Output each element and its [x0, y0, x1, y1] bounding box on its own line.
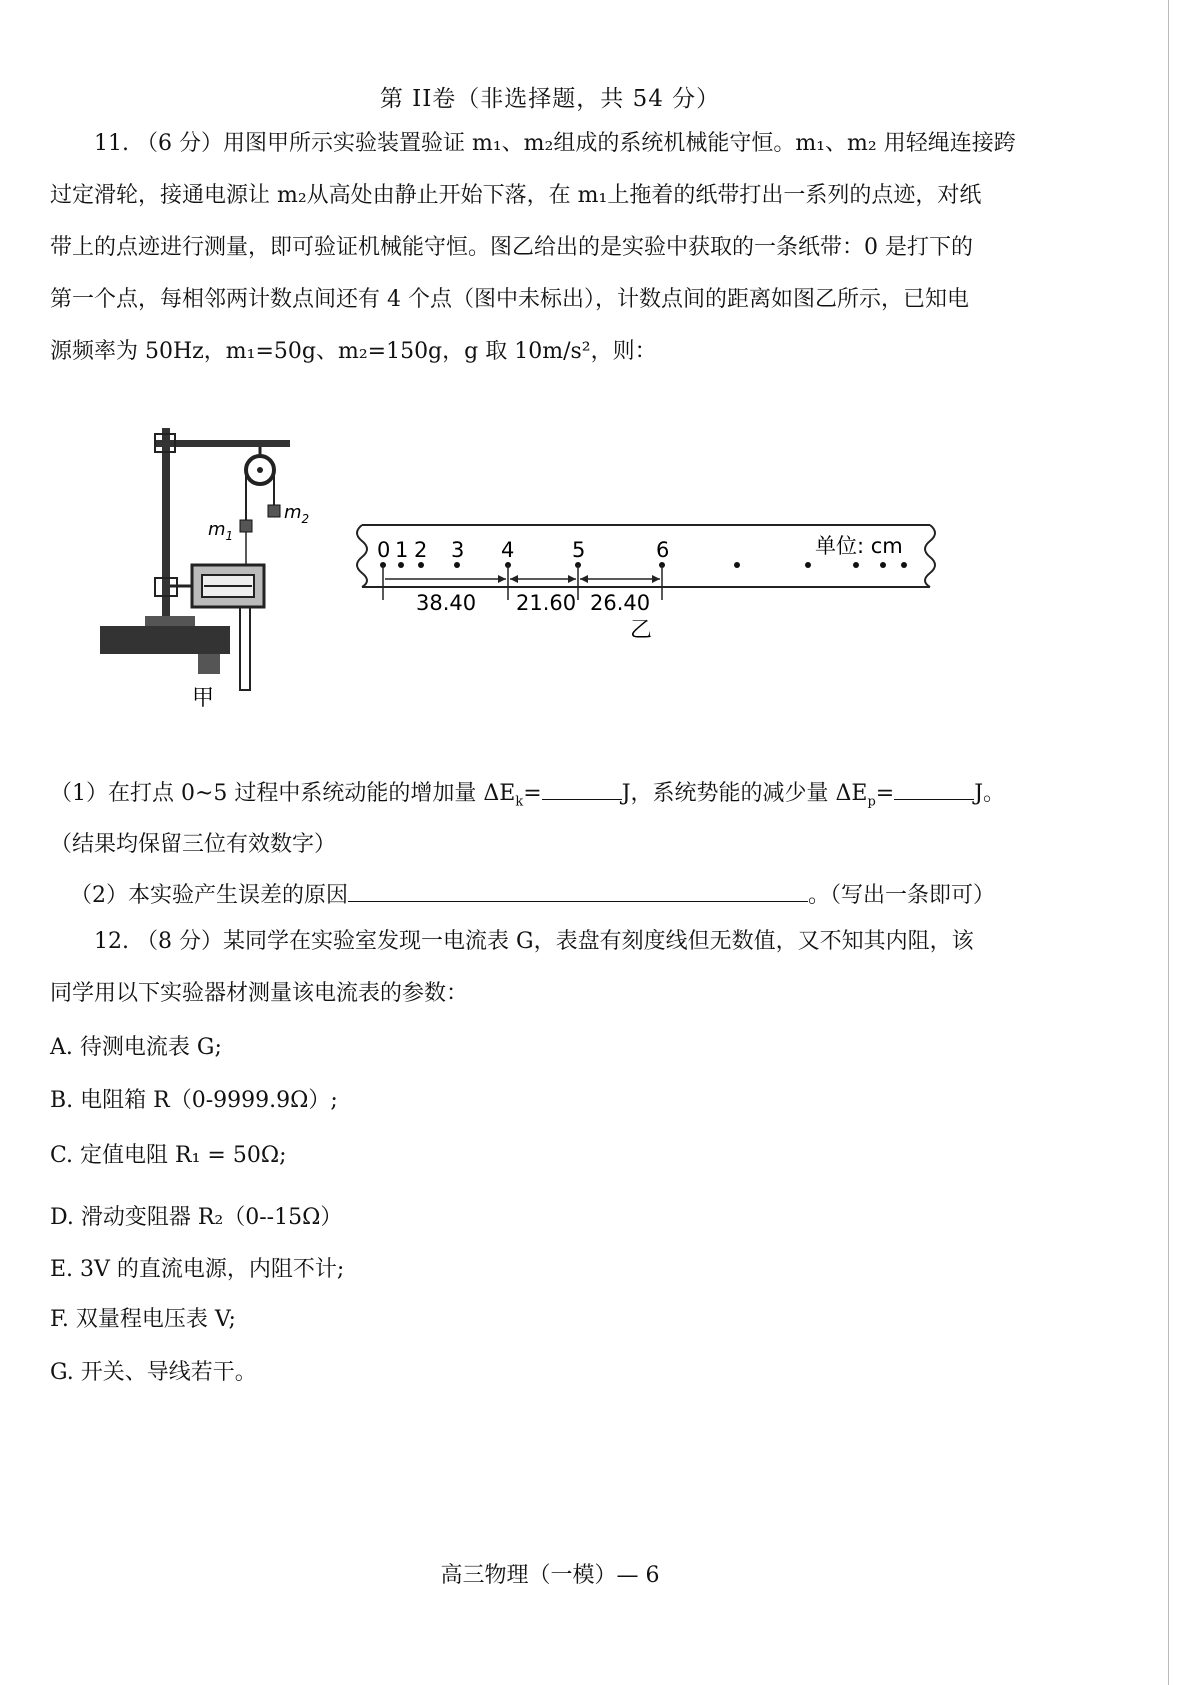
q11-sub1	[50, 776, 1005, 809]
q12-line-2: 同学用以下实验器材测量该电流表的参数：	[50, 981, 469, 1006]
option-f: F. 双量程电压表 V;	[50, 1307, 236, 1332]
q12-line-1	[50, 916, 1080, 968]
dot-extra-4	[880, 562, 886, 568]
q11-number: 11.	[94, 131, 129, 156]
page-footer: 高三物理（一模）— 6	[440, 1563, 660, 1588]
point-label-3: 3	[451, 538, 465, 562]
q11-sub1-text-c: J，系统势能的减少量 ΔE	[621, 781, 868, 806]
figure-a-label: 甲	[192, 686, 215, 711]
q12-line-1-text: 某同学在实验室发现一电流表 G，表盘有刻度线但无数值，又不知其内阻，该	[223, 929, 974, 954]
option-d: D. 滑动变阻器 R₂（0--15Ω）	[50, 1205, 343, 1230]
unit-label: 单位: cm	[815, 534, 903, 558]
q11-line-3: 带上的点迹进行测量，即可验证机械能守恒。图乙给出的是实验中获取的一条纸带：0 是打下的	[50, 235, 973, 260]
answer-blank-ek[interactable]	[542, 777, 622, 800]
m1-label: $m_1$	[208, 519, 234, 543]
stand-base	[145, 616, 195, 626]
q12-score: （8 分）	[136, 929, 223, 954]
q11-text	[50, 118, 1080, 378]
figure-tape	[350, 515, 940, 645]
point-label-5: 5	[572, 538, 586, 562]
answer-blank-error-reason[interactable]	[348, 879, 808, 902]
q11-sub1-eq-a: =	[523, 781, 542, 806]
option-e: E. 3V 的直流电源，内阻不计;	[50, 1257, 345, 1282]
paper-tape	[240, 595, 250, 690]
dot-extra-1	[734, 562, 740, 568]
point-label-0: 0	[377, 538, 391, 562]
point-label-6: 6	[656, 538, 670, 562]
q11-line-1-text: 用图甲所示实验装置验证 m₁、m₂组成的系统机械能守恒。m₁、m₂ 用轻绳连接跨	[223, 131, 1016, 156]
q11-sub1-text-e: J。	[974, 781, 1006, 806]
option-a: A. 待测电流表 G;	[50, 1035, 222, 1060]
point-label-1: 1	[395, 538, 409, 562]
dot-extra-3	[853, 562, 859, 568]
distance-5-6: 26.40	[590, 591, 651, 615]
q11-sub2-text: （2）本实验产生误差的原因	[70, 883, 348, 908]
q11-sub2	[70, 878, 995, 909]
option-g: G. 开关、导线若干。	[50, 1360, 257, 1385]
q11-line-1	[50, 118, 1080, 170]
dot-2	[418, 562, 424, 568]
point-label-2: 2	[414, 538, 428, 562]
mass-m2	[268, 505, 280, 517]
stand-pole	[162, 428, 170, 618]
answer-blank-ep[interactable]	[894, 777, 974, 800]
q12-number: 12.	[94, 929, 129, 954]
dot-extra-5	[901, 562, 907, 568]
point-label-4: 4	[501, 538, 515, 562]
table	[100, 626, 230, 654]
dot-extra-2	[805, 562, 811, 568]
q11-sub1-text-a: （1）在打点 0~5 过程中系统动能的增加量 ΔE	[50, 781, 516, 806]
distance-4-5: 21.60	[516, 591, 577, 615]
section-title: 第 II卷（非选择题，共 54 分）	[379, 86, 721, 112]
q11-sub2-tail: 。（写出一条即可）	[808, 883, 996, 908]
dot-3	[454, 562, 460, 568]
q11-line-5: 源频率为 50Hz，m₁=50g、m₂=150g，g 取 10m/s²，则：	[50, 339, 657, 364]
figure-apparatus	[100, 420, 330, 720]
option-b: B. 电阻箱 R（0-9999.9Ω）;	[50, 1088, 338, 1113]
q11-sub1-eq-b: =	[875, 781, 895, 806]
q11-sub1-sub-p: p	[867, 794, 876, 810]
dot-1	[398, 562, 404, 568]
q11-sub1-sub-k: k	[515, 794, 524, 810]
figure-b-label: 乙	[630, 618, 653, 643]
q11-line-2: 过定滑轮，接通电源让 m₂从高处由静止开始下落，在 m₁上拖着的纸带打出一系列的点迹，对纸	[50, 183, 982, 208]
scan-edge-line	[1168, 0, 1169, 1685]
mass-m1	[240, 520, 252, 532]
q11-sub1-note: （结果均保留三位有效数字）	[50, 832, 337, 857]
q12-text	[50, 916, 1080, 1020]
distance-0-4: 38.40	[416, 591, 477, 615]
m2-label: $m_2$	[284, 502, 310, 526]
q11-line-4: 第一个点，每相邻两计数点间还有 4 个点（图中未标出），计数点间的距离如图乙所示，已知电	[50, 287, 969, 312]
q11-score: （6 分）	[136, 131, 223, 156]
option-c: C. 定值电阻 R₁ = 50Ω;	[50, 1143, 287, 1168]
